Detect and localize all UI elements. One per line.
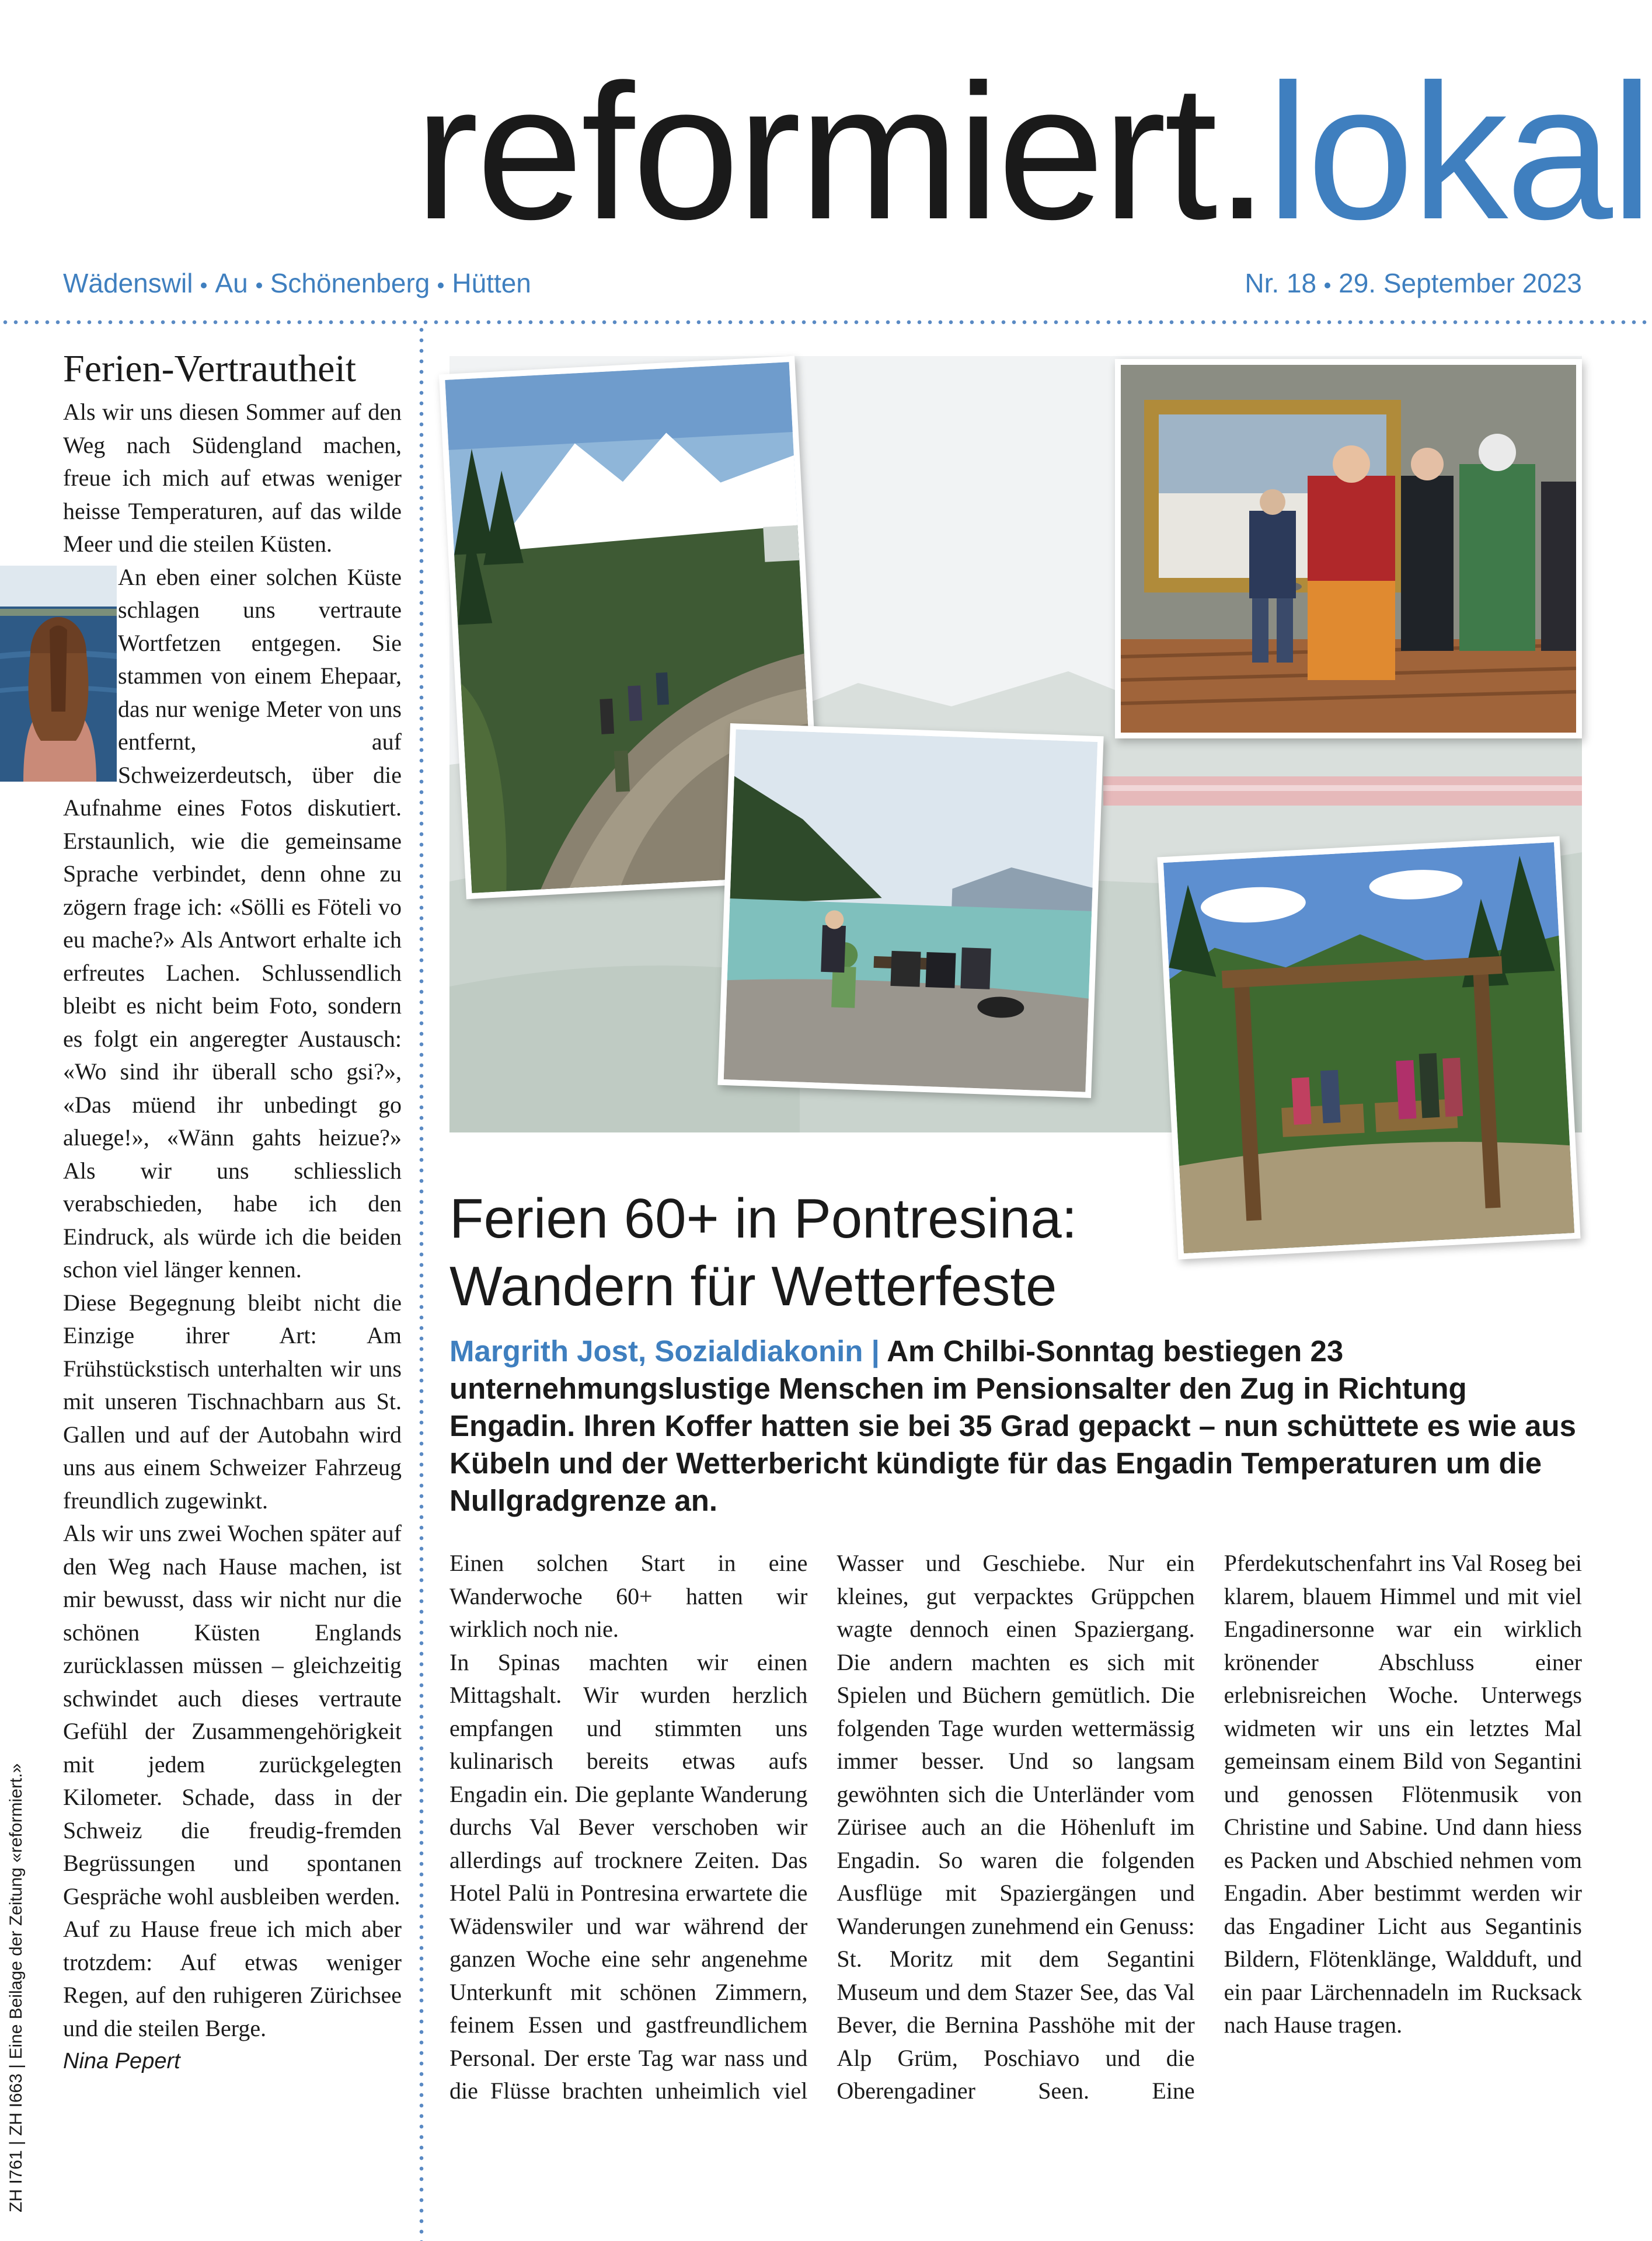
sidebar-paragraph-4: Als wir uns zwei Wochen später auf den Weg nach Hause machen, ist mir bewusst, dass wir nicht nur die schönen Küsten Englands zurücklassen müssen – gleichzeitig schwindet auch dieses vertraute Gefühl der Zusammengehörigkeit mit jedem zurückgelegten Kilometer. Schade, dass in der Schweiz die freudig-fremden Begrüssungen und spontanen Gespräche wohl ausbleiben werden. — [63, 1520, 402, 1909]
masthead-title-main: reformiert. — [414, 44, 1267, 259]
article-paragraph-2: In Spinas machten wir einen Mittagshalt. Wir wurden herzlich empfangen und stimmten uns kulinarisch bereits etwas aufs Engadin ein. Die geplante Wanderung durchs Val Bever verschoben wir allerdings auf trocknere Zeiten. Das Hotel Palü in Pontresina erwartete die Wädenswiler und war während der ganzen Woche eine sehr angenehme Unterkunft mit schönen Zimmern, feinem Essen und gastfreundlichem Personal. Der erste Tag war nass und die Flüsse brachten unheimlich viel Wasser und Geschiebe. Nur ein kleines, gut verpacktes Grüppchen wagte dennoch einen Spaziergang. Die andern machten es sich mit Spielen und Büchern gemütlich. Die folgenden Tage wurden wettermässig immer besser. Und so langsam gewöhnten sich die Unterländer vom Zürisee auch an die Höhenluft im Engadin. So waren die folgenden Ausflüge mit Spaziergängen und Wanderungen zunehmend ein Genuss: St. Moritz mit dem Segantini Museum und dem Stazer See, das Val Bever, die Bernina Passhöhe mit der Alp Grüm, Poschiavo und die Oberengadiner Seen. Eine Pferdekutschenfahrt ins Val Roseg bei klarem, blauem Himmel und mit viel Engadinersonne war ein wirklich krönender Abschluss einer erlebnisreichen Woche. Unterwegs widmeten wir uns ein letztes Mal gemeinsam einem Bild von Segantini und genossen Flötenmusik von Christine und Sabine. Und dann hiess es Packen und Abschied nehmen vom Engadin. Aber bestimmt werden wir das Engadiner Licht aus Segantinis Bildern, Flötenklänge, Waldduft, und ein paar Lärchennadeln im Rucksack nach Hause tragen. — [449, 1550, 1582, 2104]
separator-dot — [1325, 283, 1330, 288]
region-schoenenberg: Schönenberg — [270, 268, 430, 298]
lead-text: Am Chilbi-Sonntag bestiegen 23 unternehmungslustige Menschen im Pensionsalter den Zug in Richtung Engadin. Ihren Koffer hatten sie bei 35 Grad gepackt – nun schüttete es wie aus Kübeln und der Wetterbericht kündigte für das Engadin Temperaturen um die Nullgradgrenze an. — [449, 1334, 1576, 1517]
photo-lake-picnic — [717, 723, 1103, 1098]
separator-dot — [256, 283, 262, 288]
lead-author: Margrith Jost, Sozialdiakonin | — [449, 1334, 880, 1368]
article-body — [449, 1547, 1582, 2108]
article-lead — [449, 1333, 1582, 1519]
vertical-imprint: ZH I761 | ZH I663 | Eine Beilage der Zeitung «reformiert.» — [6, 1763, 26, 2212]
sidebar-paragraph-5: Auf zu Hause freue ich mich aber trotzdem: Auf etwas weniger Regen, auf den ruhigeren Zürichsee und die steilen Berge. — [63, 1916, 402, 2041]
masthead-title — [414, 44, 1651, 259]
sidebar-author: Nina Pepert — [63, 2049, 180, 2073]
column-dotted-rule — [419, 325, 424, 2241]
region-huetten: Hütten — [452, 268, 531, 298]
masthead-title-accent: lokal — [1266, 44, 1651, 259]
headline-line-1: Ferien 60+ in Pontresina: — [449, 1187, 1078, 1250]
separator-dot — [201, 283, 207, 288]
headline-line-2: Wandern für Wetterfeste — [449, 1255, 1057, 1318]
sidebar-title: Ferien-Vertrautheit — [63, 347, 357, 390]
issue-number: Nr. 18 — [1245, 268, 1317, 298]
masthead-issue — [1245, 266, 1582, 301]
photo-swing-view — [1157, 836, 1580, 1259]
region-au: Au — [215, 268, 248, 298]
portrait-photo — [0, 566, 117, 782]
photo-collage — [449, 356, 1582, 1138]
sidebar-paragraph-2: An eben einer solchen Küste schlagen uns vertraute Wortfetzen entgegen. Sie stammen von einem Ehepaar, das nur wenige Meter von uns entfernt, auf Schweizerdeutsch, über die Aufnahme eines Fotos diskutiert. Erstaunlich, wie die gemeinsame Sprache verbindet, denn ohne zu zögern frage ich: «Sölli es Föteli vo eu mache?» Als Antwort erhalte ich erfreutes Lachen. Schlussendlich bleibt es nicht beim Foto, sondern es folgt ein angeregter Austausch: «Wo sind ihr überall scho gsi?», «Das müend ihr unbedingt go aluege!», «Wänn gahts heizue?» Als wir uns schliesslich verabschieden, habe ich den Eindruck, als würde ich die beiden schon viel länger kennen. — [63, 563, 402, 1282]
region-wadenswil: Wädenswil — [63, 268, 193, 298]
photo-museum — [1115, 359, 1582, 738]
masthead-regions — [63, 266, 531, 301]
sidebar-column — [63, 344, 402, 2078]
header-dotted-rule — [0, 320, 1652, 325]
article-paragraph-1: Einen solchen Start in eine Wanderwoche 60+ hatten wir wirklich noch nie. — [449, 1550, 808, 1642]
sidebar-paragraph-3: Diese Begegnung bleibt nicht die Einzige ihrer Art: Am Frühstückstisch unterhalten wir uns mit unseren Tischnachbarn aus St. Gallen und auf der Autobahn wird uns aus einem Schweizer Fahrzeug freundlich zugewinkt. — [63, 1289, 402, 1514]
issue-date: 29. September 2023 — [1339, 268, 1582, 298]
sidebar-paragraph-1: Als wir uns diesen Sommer auf den Weg nach Südengland machen, freue ich mich auf etwas weniger heisse Temperaturen, auf das wilde Meer und die steilen Küsten. — [63, 399, 402, 557]
article-headline — [449, 1185, 1208, 1320]
separator-dot — [438, 283, 444, 288]
